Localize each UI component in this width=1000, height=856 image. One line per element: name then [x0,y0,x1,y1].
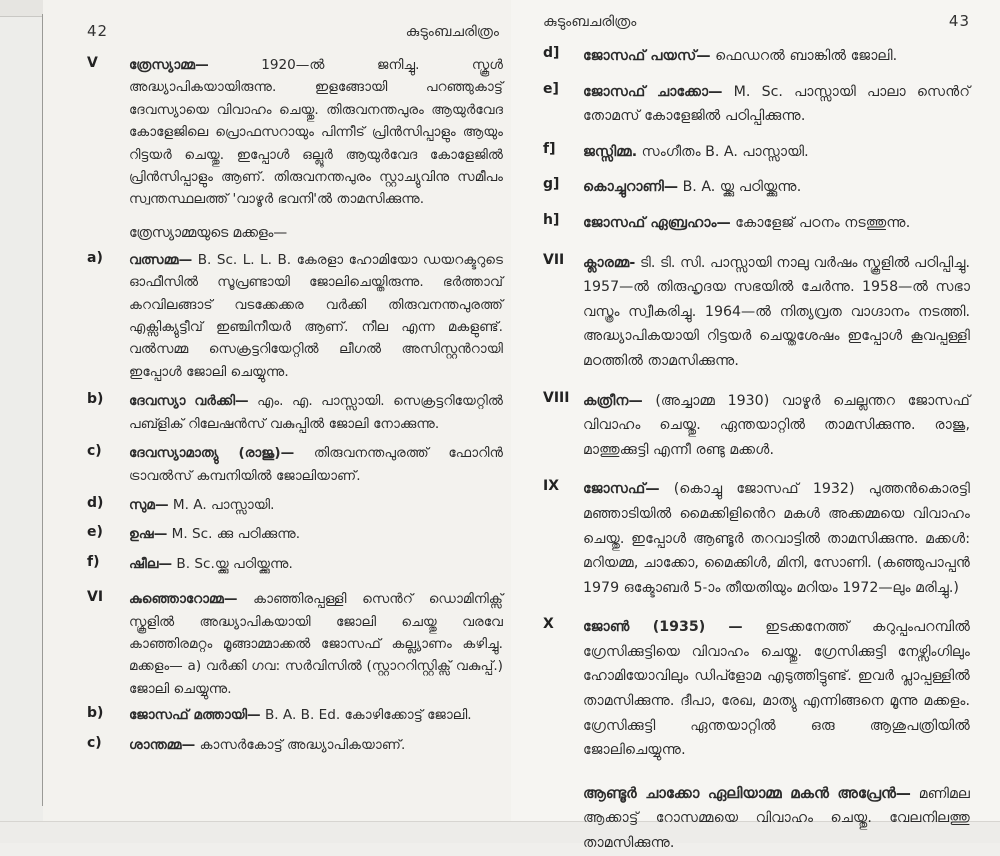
section-v-body: 1920—ൽ ജനിച്ചു. സ്കൂൾ അദ്ധ്യാപികയായിരുന്നു. ഇളങ്ങോയി പറഞ്ഞുകാട്ട് ദേവസ്യായെ വിവാഹം ചെയ്തു. തിരുവനന്തപുരം ആയുർവേദ കോളേജിലെ പ്രൊഫസറായും പിന്നീട് പ്രിൻസിപ്പാളും ആയും റിട്ടയർ ചെയ്തു. ഇപ്പോൾ ഒല്ലൂർ ആയുർവേദ കോളേജിൽ പ്രിൻസിപ്പാളും ആണ്. തിരുവനന്തപുരം സ്റ്റാച്യുവിനു സമീപം സ്വന്തസ്ഥലത്ത് 'വാഴൂർ ഭവനി'ൽ താമസിക്കുന്നു. [129,57,503,208]
section-vi-body: കാഞ്ഞിരപ്പള്ളി സെൻറ് ഡൊമിനിക്സ് സ്കൂളിൽ അദ്ധ്യാപികയായി ജോലി ചെയ്തു വരവേ കാഞ്ഞിരമറ്റം മൂങ്ങാമ്മാക്കൽ ജോസഫ് കല്ല്യാണം കഴിച്ചു. മക്കളം— a) വർക്കി ഗവ: സർവിസിൽ (സ്റ്റാററിസ്റ്റിക്സ് വകുപ്പ്.) ജോലി ചെയ്യുന്നു. [129,591,503,697]
item-e-text: M. Sc. ക്കു പഠിക്കുന്നു. [171,526,301,543]
section-x [543,615,970,763]
list-item-vi-b [87,704,503,726]
section-vii-numeral: VII [543,251,565,268]
section-vi-numeral: VI [87,589,104,606]
item-e-name: ഉഷ— [129,526,168,543]
list-item-c [87,442,503,487]
list-item-e [87,523,503,545]
section-vii-name: ക്ലാരമ്മ- [583,254,636,271]
left-page-number: 42 [87,22,109,40]
item-vi-c-name: ശാന്തമ്മ— [129,736,196,753]
list-item-d [87,494,503,516]
section-viii-name: കത്രീന— [583,392,643,409]
left-page-header [87,14,503,40]
section-v-text [129,54,503,211]
section-v-name: ത്രേസ്യാമ്മ— [129,57,209,73]
closing-lead: ആണ്ടൂർ ചാക്കോ ഏലിയാമ്മ മകൻ അപ്രേൻ— [583,783,911,802]
item-rf-label: f] [543,140,556,157]
item-re-label: e] [543,80,559,97]
item-e-label: e) [87,524,103,541]
item-a-name: വത്സമ്മ— [129,251,193,268]
right-page-number: 43 [948,12,970,30]
item-vi-c-text: കാസർകോട്ട് അദ്ധ്യാപികയാണ്. [199,736,406,753]
item-c-text: തിരുവനന്തപുരത്ത് ഫോറിൻ ട്രാവൽസ് കമ്പനിയിൽ ജോലിയാണ്. [129,445,503,484]
item-re-name: ജോസഫ് ചാക്കോ— [583,83,723,100]
section-x-numeral: X [543,616,554,633]
item-vi-c-label: c) [87,734,102,751]
item-vi-b-label: b) [87,705,104,722]
item-c-label: c) [87,443,102,460]
list-item-a [87,249,503,383]
item-f-text: B. Sc.യ്ക്കു പഠിയ്ക്കുന്നു. [176,555,293,572]
item-f-name: ഷീല— [129,555,173,572]
children-heading: ത്രേസ്യാമ്മയുടെ മക്കളം— [129,224,288,241]
right-running-title: കുടുംബചരിത്രം [543,14,637,30]
list-item-rd [543,44,970,69]
item-rh-name: ജോസഫ് ഏബ്രഹാം— [583,214,731,231]
list-item-re [543,80,970,129]
list-item-rh [543,211,970,236]
item-b-label: b) [87,391,104,408]
section-vii [543,251,970,374]
section-vi-name: കുഞ്ഞൊറോമ്മ— [129,591,238,608]
section-viii-body: (അച്ചാമ്മ 1930) വാഴൂർ ചെല്ലന്തറ ജോസഫ് വിവാഹം ചെയ്തു. ഏന്തയാറ്റിൽ താമസിക്കുന്നു. രാജു, മാത്തുക്കുട്ടി എന്നീ രണ്ടു മക്കൾ. [583,392,970,458]
closing-paragraph [583,781,970,856]
left-page [43,0,511,821]
list-item-rg [543,175,970,200]
item-a-label: a) [87,249,103,266]
section-v-numeral: V [87,55,98,71]
section-v [87,54,503,211]
item-rf-name: ജസ്സിമ്മ. [583,143,638,160]
list-item-b [87,390,503,435]
section-ix-name: ജോസഫ്— [583,481,660,498]
list-item-f [87,553,503,575]
item-rh-text: കോളേജ് പഠനം നടത്തുന്നു. [735,214,911,231]
item-vi-b-name: ജോസഫ് മത്തായി— [129,707,261,724]
section-vii-body: ടി. ടി. സി. പാസ്സായി നാലു വർഷം സ്കൂളിൽ പഠിപ്പിച്ചു. 1957—ൽ തിരുഹൃദയ സഭയിൽ ചേർന്നു. 1958—ൽ സഭാ വസ്ത്രം സ്വീകരിച്ചു. 1964—ൽ നിത്യവ്രത വാഗ്ദാനം നടത്തി. അദ്ധ്യാപികയായി റിട്ടയർ ചെയ്തശേഷം ഇപ്പോൾ കൂവപ്പള്ളി മഠത്തിൽ താമസിക്കുന്നു. [583,254,971,369]
item-rg-name: കൊച്ചുറാണി— [583,179,679,196]
right-page-header [543,12,970,30]
closing-text: മണിമല ആക്കാട്ട് റോസമ്മയെ വിവാഹം ചെയ്തു. വേലനിലത്തു താമസിക്കുന്നു. [583,785,971,852]
item-vi-b-text: B. A. B. Ed. കോഴിക്കോട്ട് ജോലി. [264,707,472,724]
section-vi [87,588,503,700]
item-c-name: ദേവസ്യാമാത്യു (രാജു)— [129,445,295,462]
item-d-name: സുമ— [129,496,169,513]
item-b-text: എം. എ. പാസ്സായി. സെക്രട്ടറിയേറ്റിൽ പബ്ളിക് റിലേഷൻസ് വകുപ്പിൽ ജോലി നോക്കുന്നു. [129,393,503,432]
item-rh-label: h] [543,211,560,228]
section-ix-body: (കൊച്ചു ജോസഫ് 1932) പുത്തൻകൊരട്ടി മഞ്ഞാടിയിൽ മൈക്കിളിൻെറ മകൾ അക്കമ്മയെ വിവാഹം ചെയ്തു. ഇപ്പോൾ ആണ്ടൂർ തറവാട്ടിൽ താമസിക്കുന്നു. മക്കൾ: മറിയമ്മ, ചാക്കോ, മൈക്കിൾ, മിനി, സോണി. (കഞ്ഞുപാപ്പൻ 1979 ഒക്ടോബർ 5-ാം തീയതിയും മറിയം 1972—ലും മരിച്ചു.) [583,481,970,596]
right-page [511,0,1000,852]
item-rd-text: ഫെഡറൽ ബാങ്കിൽ ജോലി. [715,48,898,64]
item-a-text: B. Sc. L. L. B. കേരളാ ഹോമിയോ ഡയറക്ടറുടെ ഓഫീസിൽ സൂപ്രണ്ടായി ജോലിചെയ്തിരുന്നു. ഭർത്താവ് കറവിലങ്ങാട് വടക്കേക്കര വർക്കി തിരുവനന്തപുരത്ത് എക്സിക്യുട്ടീവ് ഇഞ്ചിനീയർ ആണ്. നീല എന്ന മകളുണ്ട്. വൽസമ്മ സെക്രട്ടറിയേറ്റിൽ ലീഗൽ അസിസ്റ്റൻറായി ഇപ്പോൾ ജോലി ചെയ്യുന്നു. [129,251,503,380]
item-rd-label: d] [543,45,560,61]
item-d-text: M. A. പാസ്സായി. [172,496,275,513]
scan-left-margin [0,0,43,821]
list-item-rf [543,140,970,165]
item-d-label: d) [87,494,104,511]
item-rd-name: ജോസഫ് പയസ്— [583,48,711,64]
item-re-text: M. Sc. പാസ്സായി പാലാ സെൻറ് തോമസ് കോളേജിൽ പഠിപ്പിക്കുന്നു. [583,83,970,125]
section-viii-numeral: VIII [543,389,570,406]
list-item-vi-c [87,734,503,756]
item-rf-text: സംഗീതം B. A. പാസ്സായി. [641,143,809,160]
item-f-label: f) [87,553,100,570]
item-b-name: ദേവസ്യാ വർക്കി— [129,393,249,410]
item-rg-label: g] [543,176,560,193]
section-ix-numeral: IX [543,478,560,495]
left-running-title: കുടുംബചരിത്രം [405,24,499,40]
item-rg-text: B. A. യ്ക്കു പഠിയ്ക്കുന്നു. [682,179,802,196]
section-ix [543,477,970,600]
section-viii [543,389,970,463]
section-x-name: ജോൺ (1935) — [583,619,743,636]
section-x-body: ഇടക്കനേത്ത് കറുപ്പംപറമ്പിൽ ഗ്രേസിക്കുട്ടിയെ വിവാഹം ചെയ്തു. ഗ്രേസിക്കുട്ടി നേഴ്സിംഗിലും ഹോമിയോവിലും ഡിപ്ളോമ എടുത്തിട്ടുണ്ട്. ഇവർ പ്ലാപ്പള്ളിൽ താമസിക്കുന്നു. ദീപാ, രേഖ, മാത്യു എന്നിങ്ങനെ മൂന്നു മക്കളം. ഗ്രേസിക്കുട്ടി ഏന്തയാറ്റിൽ ഒരു ആശുപത്രിയിൽ ജോലിചെയ്യുന്നു. [583,619,971,759]
